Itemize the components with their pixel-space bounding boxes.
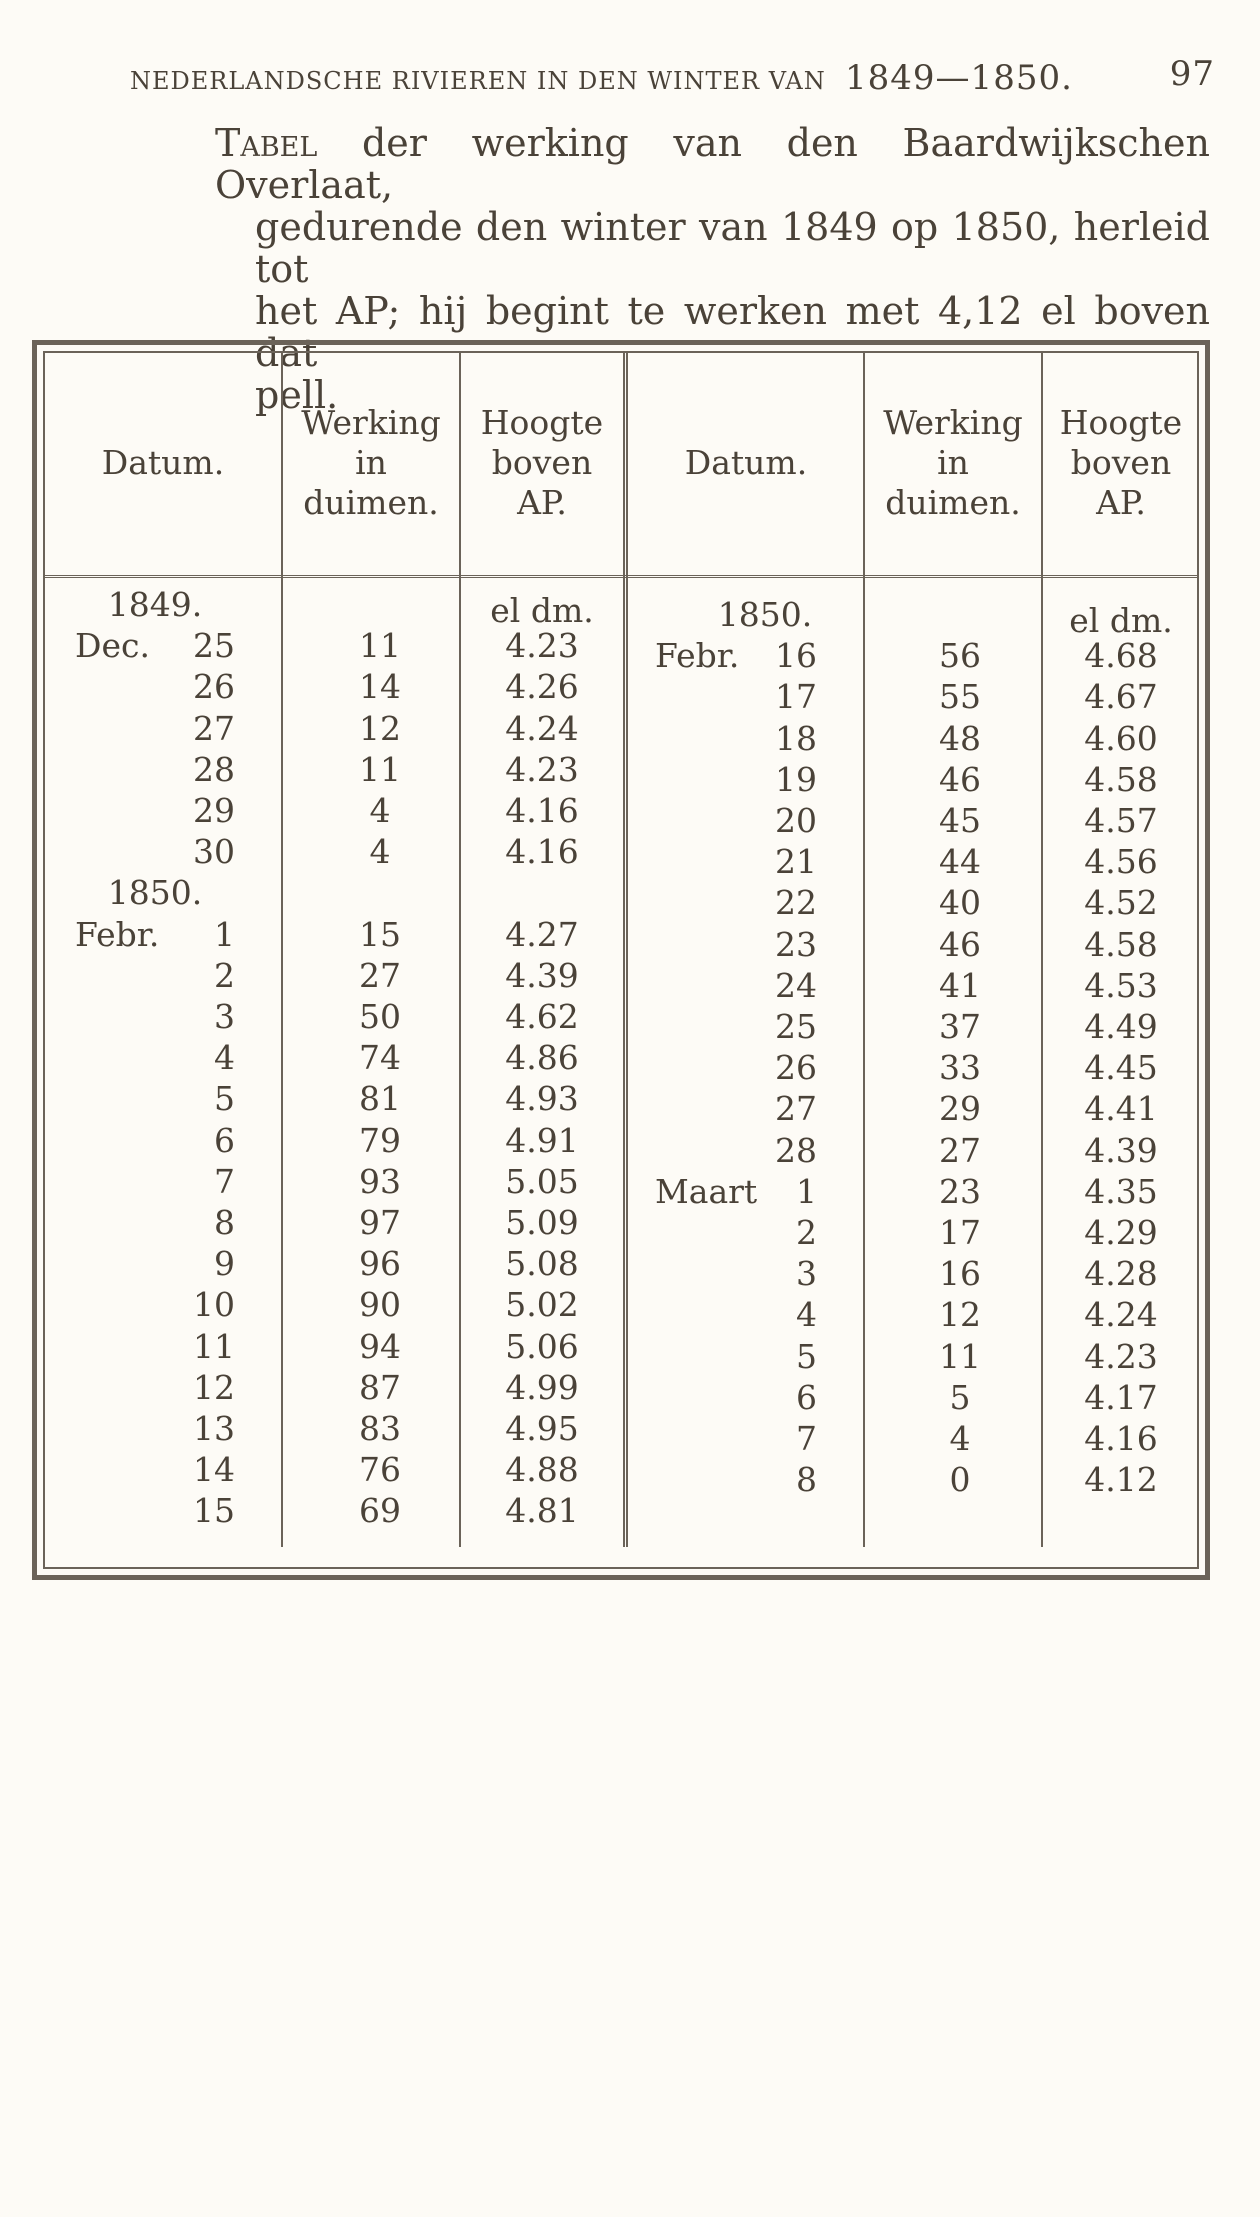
day-cell: 3 [214, 997, 235, 1036]
running-title: NEDERLANDSCHE RIVIEREN IN DEN WINTER VAN [130, 67, 826, 95]
hoogte-cell: 4.39 [505, 955, 579, 995]
header-werking-line: in [937, 443, 969, 482]
werking-cell: 76 [359, 1450, 401, 1490]
hoogte-cell: 4.16 [1084, 1419, 1158, 1458]
hoogte-cell: 4.62 [505, 997, 579, 1036]
header-werking-line: duimen. [885, 483, 1021, 522]
werking-cell: 74 [359, 1038, 401, 1078]
header-datum-left: Datum. [101, 443, 225, 482]
header-hoogte-line: boven [1070, 443, 1172, 482]
werking-cell: 12 [939, 1295, 981, 1335]
header-hoogte-line: Hoogte [480, 403, 604, 442]
header-werking-line: Werking [301, 403, 441, 442]
hoogte-cell: 4.39 [1084, 1130, 1158, 1170]
hoogte-cell: 4.91 [505, 1120, 579, 1160]
day-cell: 24 [775, 965, 817, 1005]
hoogte-cell: 4.23 [1084, 1336, 1158, 1376]
hoogte-cell: 4.67 [1084, 677, 1158, 717]
werking-cell: 44 [939, 842, 981, 882]
day-cell: 5 [214, 1079, 235, 1119]
day-cell: 18 [775, 718, 817, 758]
caption-line-1 [215, 122, 1210, 206]
month-label: Maart [655, 1171, 758, 1211]
day-cell: 22 [775, 883, 817, 923]
werking-cell: 29 [939, 1089, 981, 1129]
werking-cell: 56 [939, 636, 981, 676]
werking-cell: 48 [939, 718, 981, 758]
hoogte-cell: 4.88 [505, 1450, 579, 1490]
header-hoogte-right [1043, 353, 1199, 573]
werking-cell: 11 [359, 749, 401, 789]
day-cell: 14 [193, 1450, 235, 1490]
hoogte-cell: 4.26 [505, 667, 579, 707]
werking-cell: 96 [359, 1244, 401, 1284]
werking-cell: 40 [939, 883, 981, 923]
unit-label-left: el dm. [490, 591, 594, 630]
header-hoogte-line: Hoogte [1059, 403, 1183, 442]
werking-cell: 4 [369, 791, 391, 830]
hoogte-cell: 4.60 [1084, 718, 1158, 758]
werking-cell: 69 [359, 1491, 401, 1531]
day-cell: 11 [193, 1326, 235, 1366]
werking-cell: 97 [359, 1203, 401, 1242]
day-cell: 27 [775, 1089, 817, 1129]
werking-cell: 12 [359, 708, 401, 748]
hoogte-cell: 4.45 [1084, 1048, 1158, 1088]
werking-cell: 11 [939, 1336, 981, 1376]
day-cell: 10 [193, 1285, 235, 1325]
day-cell: 16 [775, 636, 817, 676]
header-hoogte-line: boven [491, 443, 593, 482]
werking-cell: 0 [949, 1460, 971, 1500]
hoogte-cell: 4.58 [1084, 759, 1158, 799]
hoogte-cell: 4.57 [1084, 801, 1158, 840]
hoogte-cell: 4.28 [1084, 1254, 1158, 1294]
day-cell: 21 [775, 842, 817, 882]
header-datum-right: Datum. [684, 443, 808, 482]
day-cell: 7 [214, 1161, 235, 1201]
year-label: 1849. [107, 585, 203, 624]
werking-cell: 23 [939, 1171, 981, 1211]
werking-cell: 37 [939, 1007, 981, 1046]
werking-cell: 5 [949, 1377, 971, 1417]
hoogte-cell: 4.35 [1084, 1171, 1158, 1211]
hoogte-cell: 4.23 [505, 749, 579, 789]
day-cell: 12 [193, 1367, 235, 1407]
day-cell: 30 [193, 832, 235, 872]
day-cell: 26 [193, 667, 235, 707]
werking-cell: 87 [359, 1367, 401, 1407]
werking-cell: 14 [359, 667, 401, 707]
day-cell: 27 [193, 708, 235, 748]
werking-cell: 41 [939, 965, 981, 1005]
page-number: 97 [1169, 54, 1215, 94]
day-cell: 19 [775, 759, 817, 799]
day-cell: 2 [214, 955, 235, 995]
header-hoogte-left [461, 353, 623, 573]
werking-cell: 15 [359, 914, 401, 954]
day-cell: 25 [775, 1007, 817, 1046]
hoogte-cell: 4.24 [1084, 1295, 1158, 1335]
hoogte-cell: 4.16 [505, 832, 579, 872]
hoogte-cell: 4.27 [505, 914, 579, 954]
werking-cell: 94 [359, 1326, 401, 1366]
day-cell: 5 [796, 1336, 817, 1376]
werking-cell: 11 [359, 626, 401, 666]
werking-cell: 50 [359, 997, 401, 1036]
day-cell: 6 [796, 1377, 817, 1417]
day-cell: 26 [775, 1048, 817, 1088]
hoogte-cell: 4.93 [505, 1079, 579, 1119]
header-hoogte-line: AP. [517, 483, 567, 522]
hoogte-cell: 4.41 [1084, 1089, 1158, 1129]
data-table-inner [43, 351, 1199, 1569]
caption-line-4: pell. [255, 373, 339, 417]
caption-line-3: het AP; hij begint te werken met 4,12 el boven dat [255, 289, 1210, 375]
hoogte-cell: 4.53 [1084, 965, 1158, 1005]
running-years: 1849—1850. [845, 58, 1073, 98]
day-cell: 3 [796, 1254, 817, 1294]
hoogte-cell: 4.52 [1084, 883, 1158, 923]
day-cell: 2 [796, 1213, 817, 1252]
werking-cell: 46 [939, 924, 981, 964]
header-werking-right [865, 353, 1041, 573]
werking-cell: 27 [359, 955, 401, 995]
year-label: 1850. [717, 595, 813, 634]
caption-line-2: gedurende den winter van 1849 op 1850, herleid tot [255, 205, 1210, 291]
running-head [130, 54, 1215, 98]
hoogte-cell: 4.29 [1084, 1213, 1158, 1252]
day-cell: 6 [214, 1120, 235, 1160]
day-cell: 15 [193, 1491, 235, 1531]
header-werking-line: duimen. [303, 483, 439, 522]
hoogte-cell: 5.05 [505, 1161, 579, 1201]
werking-cell: 46 [939, 759, 981, 799]
hoogte-cell: 4.49 [1084, 1007, 1158, 1046]
hoogte-cell: 4.58 [1084, 924, 1158, 964]
hoogte-cell: 4.23 [505, 626, 579, 666]
month-label: Febr. [75, 914, 160, 954]
werking-cell: 16 [939, 1254, 981, 1294]
hoogte-cell: 4.86 [505, 1038, 579, 1078]
hoogte-cell: 5.02 [505, 1285, 579, 1325]
hoogte-cell: 5.06 [505, 1326, 579, 1366]
werking-cell: 33 [939, 1048, 981, 1088]
werking-cell: 4 [369, 832, 391, 872]
werking-cell: 81 [359, 1079, 401, 1119]
day-cell: 4 [796, 1295, 817, 1335]
werking-cell: 45 [939, 801, 981, 840]
header-werking-left [283, 353, 459, 573]
header-werking-line: Werking [883, 403, 1023, 442]
werking-cell: 4 [949, 1419, 971, 1458]
day-cell: 8 [214, 1203, 235, 1242]
header-rule [45, 575, 1197, 578]
day-cell: 4 [214, 1038, 235, 1078]
month-label: Dec. [75, 626, 150, 666]
werking-cell: 27 [939, 1130, 981, 1170]
hoogte-cell: 4.17 [1084, 1377, 1158, 1417]
day-cell: 17 [775, 677, 817, 717]
day-cell: 28 [775, 1130, 817, 1170]
hoogte-cell: 5.08 [505, 1244, 579, 1284]
month-label: Febr. [655, 636, 740, 676]
day-cell: 8 [796, 1460, 817, 1500]
hoogte-cell: 4.99 [505, 1367, 579, 1407]
hoogte-cell: 4.56 [1084, 842, 1158, 882]
caption-lead: Tabel [215, 121, 318, 165]
werking-cell: 55 [939, 677, 981, 717]
hoogte-cell: 4.81 [505, 1491, 579, 1531]
werking-cell: 93 [359, 1161, 401, 1201]
day-cell: 13 [193, 1409, 235, 1448]
day-cell: 29 [193, 791, 235, 830]
year-label: 1850. [107, 873, 203, 913]
werking-cell: 17 [939, 1213, 981, 1252]
werking-cell: 83 [359, 1409, 401, 1448]
day-cell: 25 [193, 626, 235, 666]
hoogte-cell: 5.09 [505, 1203, 579, 1242]
day-cell: 28 [193, 749, 235, 789]
werking-cell: 79 [359, 1120, 401, 1160]
day-cell: 9 [214, 1244, 235, 1284]
header-hoogte-line: AP. [1096, 483, 1146, 522]
unit-label-right: el dm. [1069, 601, 1173, 640]
hoogte-cell: 4.68 [1084, 636, 1158, 676]
day-cell: 20 [775, 801, 817, 840]
hoogte-cell: 4.24 [505, 708, 579, 748]
day-cell: 7 [796, 1419, 817, 1458]
day-cell: 23 [775, 924, 817, 964]
day-cell: 1 [796, 1171, 817, 1211]
caption-line-1-rest: der werking van den Baardwijkschen Overlaat, [215, 121, 1210, 207]
column-rule-double [623, 353, 628, 1547]
hoogte-cell: 4.12 [1084, 1460, 1158, 1500]
werking-cell: 90 [359, 1285, 401, 1325]
header-werking-line: in [355, 443, 387, 482]
day-cell: 1 [214, 914, 235, 954]
hoogte-cell: 4.16 [505, 791, 579, 830]
hoogte-cell: 4.95 [505, 1409, 579, 1448]
data-table [32, 340, 1210, 1580]
